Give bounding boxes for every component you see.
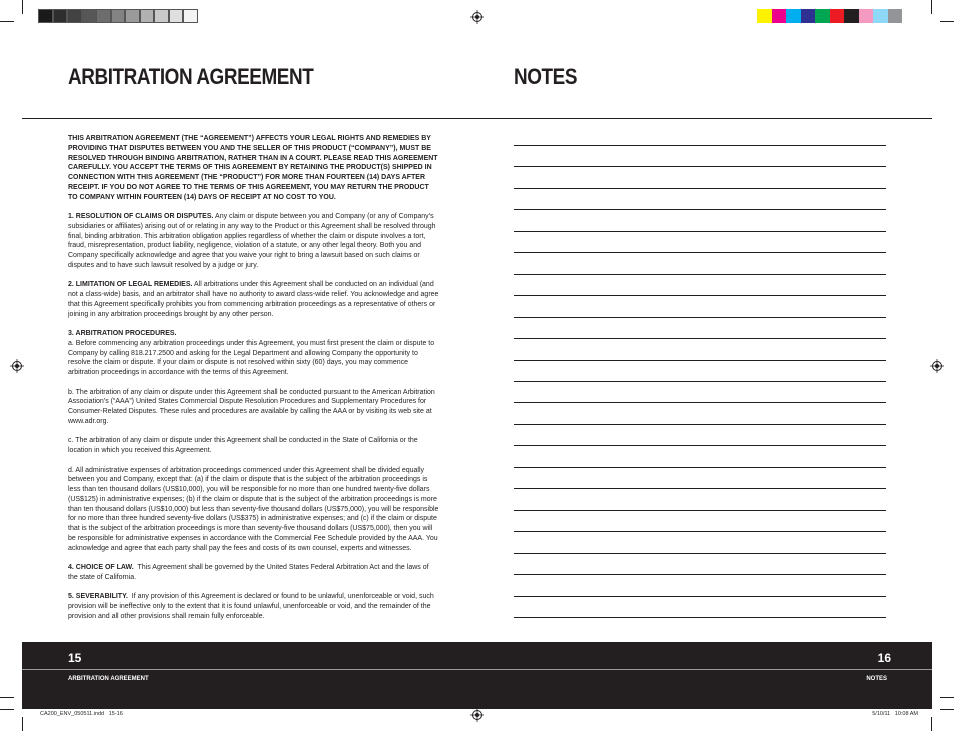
color-swatch: [111, 9, 126, 23]
procedure-c: c. The arbitration of any claim or dispute under this Agreement shall be conducted in the State of California or the location in which you received this Agreement.: [68, 437, 418, 454]
color-swatch: [53, 9, 68, 23]
color-swatch: [786, 9, 801, 23]
note-line: [514, 145, 886, 146]
page-title-left: ARBITRATION AGREEMENT: [68, 64, 314, 89]
color-swatch: [82, 9, 97, 23]
title-divider: [22, 118, 932, 119]
color-swatch: [844, 9, 859, 23]
crop-mark: [940, 697, 954, 698]
registration-mark-icon: [930, 359, 944, 373]
section-text: If any provision of this Agreement is declared or found to be unlawful, unenforceable or void, such provision will be ineffective only to the extent that it is found unlawful, unenforceable or void, and the remainder of the provision and all other provisions shall remain fully enforceable.: [68, 593, 434, 620]
section-heading: 3. ARBITRATION PROCEDURES.: [68, 330, 177, 337]
footer-label-left: ARBITRATION AGREEMENT: [68, 676, 149, 682]
note-line: [514, 510, 886, 511]
crop-mark: [22, 0, 23, 14]
crop-mark: [22, 717, 23, 731]
color-swatch: [830, 9, 845, 23]
page-number-right: 16: [877, 651, 891, 665]
note-line: [514, 166, 886, 167]
color-swatch: [888, 9, 903, 23]
section-heading: 5. SEVERABILITY.: [68, 593, 128, 601]
note-line: [514, 381, 886, 382]
section-severability: [68, 592, 440, 621]
crop-mark: [940, 709, 954, 710]
crop-mark: [0, 709, 14, 710]
color-swatch: [873, 9, 888, 23]
color-swatch: [67, 9, 82, 23]
note-line: [514, 574, 886, 575]
process-color-bar: [757, 9, 902, 23]
registration-mark-icon: [470, 708, 484, 722]
section-choice-of-law: [68, 563, 440, 583]
footer-band: [22, 642, 932, 709]
page-title-right: NOTES: [514, 64, 578, 89]
note-line: [514, 317, 886, 318]
note-line: [514, 231, 886, 232]
note-line: [514, 338, 886, 339]
note-line: [514, 360, 886, 361]
note-line: [514, 402, 886, 403]
note-line: [514, 488, 886, 489]
note-line: [514, 553, 886, 554]
note-line: [514, 188, 886, 189]
crop-mark: [940, 21, 954, 22]
section-limitation: [68, 280, 440, 319]
crop-mark: [931, 0, 932, 14]
color-swatch: [154, 9, 169, 23]
intro-paragraph: THIS ARBITRATION AGREEMENT (THE “AGREEMENT”) AFFECTS YOUR LEGAL RIGHTS AND REMEDIES BY PROVIDING THAT DISPUTES BETWEEN YOU AND THE SELLER OF THIS PRODUCT (“COMPANY”), MUST BE RESOLVED THROUGH BINDING ARBITRATION, RATHER THAN IN A COURT. PLEASE READ THIS AGREEMENT CAREFULLY. YOU ACCEPT THE TERMS OF THIS AGREEMENT BY RETAINING THE PRODUCT(S) SHIPPED IN CONNECTION WITH THIS AGREEMENT (THE “PRODUCT”) FOR MORE THAN FOURTEEN (14) DAYS AFTER RECEIPT. IF YOU DO NOT AGREE TO THE TERMS OF THIS AGREEMENT, YOU MAY RETURN THE PRODUCT TO COMPANY WITHIN FOURTEEN (14) DAYS OF RECEIPT AT NO COST TO YOU.: [68, 135, 438, 201]
color-swatch: [859, 9, 874, 23]
crop-mark: [0, 697, 14, 698]
color-swatch: [801, 9, 816, 23]
footer-label-right: NOTES: [866, 676, 887, 682]
procedure-d: d. All administrative expenses of arbitration proceedings commenced under this Agreement shall be divided equally between you and Company, except that: (a) if the claim or dispute that is the subject of the arbitration proceedings is less than ten thousand dollars (US$10,000), you will be responsible for no more than one hundred twenty-five dollars (US$125) in administrative expenses; (b) if the claim or dispute that is the subject of the arbitration proceedings is more than ten thousand dollars (US$10,000) but less than seventy-five thousand dollars (US$75,000), you will be responsible for no more than three hundred seventy-five dollars (US$375) in administrative expenses; and (c) if the claim or dispute that is the subject of the arbitration proceedings is more than seventy-five thousand dollars (US$75,000), then you will be responsible for administrative expenses in accordance with the Commercial Fee Schedule provided by the AAA. You acknowledge and agree that each party shall pay the fees and costs of its own counsel, experts and witnesses.: [68, 466, 439, 552]
crop-mark: [0, 21, 14, 22]
color-swatch: [815, 9, 830, 23]
section-text: All arbitrations under this Agreement shall be conducted on an individual (and not a class-wide) basis, and an arbitrator shall have no authority to award class-wide relief. You acknowledge and agree that this Agreement specifically prohibits you from commencing arbitration proceedings as a representative of others or joining in any arbitration proceedings brought by any other person.: [68, 281, 439, 318]
section-text: This Agreement shall be governed by the United States Federal Arbitration Act and the laws of the state of California.: [68, 564, 429, 581]
section-procedures-heading: [68, 329, 440, 339]
section-text: Any claim or dispute between you and Company (or any of Company’s subsidiaries or affiliates) arising out of or relating in any way to the Product or this Agreement shall be resolved through final, binding arbitration. This arbitration obligation applies regardless of whether the claim or dispute involves a tort, fraud, misrepresentation, product liability, negligence, violation of a statute, or any other legal theory. Both you and Company specifically acknowledge and agree that you waive your right to bring a lawsuit based on such claims or disputes and to have such lawsuit resolved by a judge or jury.: [68, 213, 436, 269]
registration-mark-icon: [10, 359, 24, 373]
note-line: [514, 295, 886, 296]
note-line: [514, 252, 886, 253]
color-swatch: [183, 9, 198, 23]
color-swatch: [772, 9, 787, 23]
note-line: [514, 596, 886, 597]
procedure-a: a. Before commencing any arbitration proceedings under this Agreement, you must first present the claim or dispute to Company by calling 818.217.2500 and asking for the Legal Department and allowing Company the opportunity to resolve the claim or dispute. If your claim or dispute is not resolved within sixty (60) days, you may commence arbitration proceedings in accordance with the terms of this Agreement.: [68, 339, 435, 376]
page-number-left: 15: [68, 651, 82, 665]
crop-mark: [931, 717, 932, 731]
note-line: [514, 617, 886, 618]
footer-divider: [22, 669, 932, 670]
note-line: [514, 424, 886, 425]
note-line: [514, 445, 886, 446]
color-swatch: [169, 9, 184, 23]
agreement-body: [68, 134, 440, 631]
slug-timestamp: 5/10/11 10:08 AM: [872, 711, 918, 717]
color-swatch: [125, 9, 140, 23]
section-resolution: [68, 212, 440, 271]
note-line: [514, 209, 886, 210]
section-heading: 4. CHOICE OF LAW.: [68, 564, 134, 571]
procedure-b: b. The arbitration of any claim or dispute under this Agreement shall be conducted pursuant to the American Arbitration Association’s (“AAA”) United States Commercial Dispute Resolution Procedures and Supplementary Procedures for Consumer-Related Disputes. These rules and procedures are available by calling the AAA or by visiting its web site at www.adr.org.: [68, 388, 435, 425]
section-heading: 2. LIMITATION OF LEGAL REMEDIES.: [68, 281, 193, 289]
note-line: [514, 531, 886, 532]
color-swatch: [38, 9, 53, 23]
note-line: [514, 467, 886, 468]
registration-mark-icon: [470, 10, 484, 24]
note-line: [514, 274, 886, 275]
color-swatch: [757, 9, 772, 23]
section-heading: 1. RESOLUTION OF CLAIMS OR DISPUTES.: [68, 213, 214, 220]
slug-filename: CA200_ENV_050511.indd 15-16: [40, 711, 123, 717]
color-swatch: [96, 9, 111, 23]
color-swatch: [140, 9, 155, 23]
grayscale-color-bar: [38, 9, 198, 23]
